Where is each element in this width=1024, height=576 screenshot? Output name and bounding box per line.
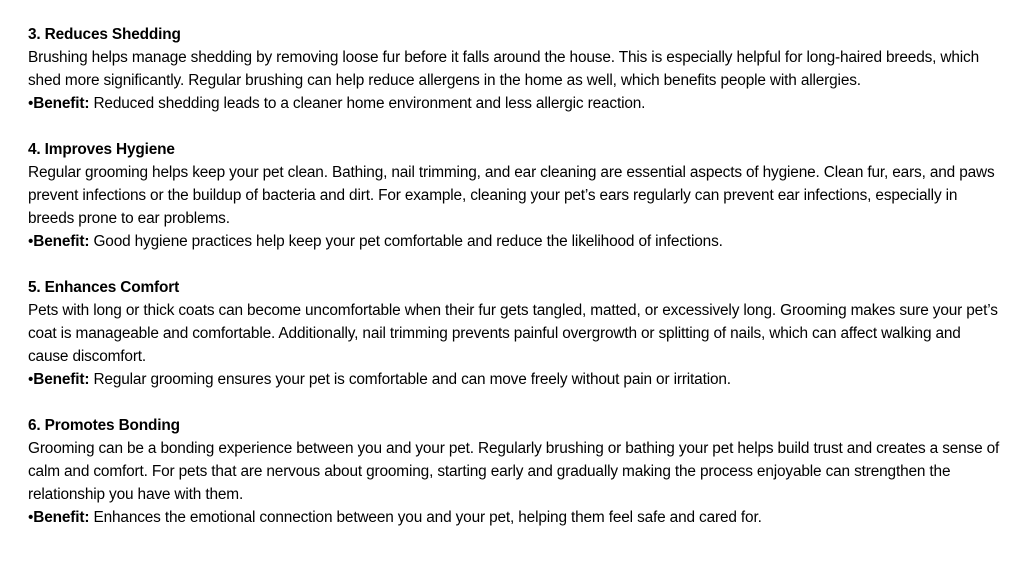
section-enhances-comfort — [28, 276, 1003, 391]
bullet: • — [28, 371, 34, 388]
section-reduces-shedding — [28, 23, 1003, 115]
slide-content — [28, 23, 1003, 552]
section-heading: 4. Improves Hygiene — [28, 141, 175, 158]
benefit-line — [28, 230, 1003, 253]
benefit-text: Reduced shedding leads to a cleaner home environment and less allergic reaction. — [89, 95, 646, 112]
benefit-label: Benefit: — [33, 509, 90, 526]
benefit-text: Good hygiene practices help keep your pet comfortable and reduce the likelihood of infections. — [89, 233, 723, 250]
benefit-line — [28, 506, 1003, 529]
bullet: • — [28, 509, 34, 526]
benefit-line — [28, 368, 1003, 391]
section-body: Pets with long or thick coats can become uncomfortable when their fur gets tangled, matted, or excessively long. Grooming makes sure your pet’s coat is manageable and comfortable. Additionally, nail trimming prevents painful overgrowth or splitting of nails, which can affect walking and cause discomfort. — [28, 302, 998, 365]
benefit-text: Enhances the emotional connection between you and your pet, helping them feel safe and cared for. — [89, 509, 762, 526]
benefit-label: Benefit: — [33, 371, 90, 388]
bullet: • — [28, 233, 34, 250]
section-body: Grooming can be a bonding experience between you and your pet. Regularly brushing or bathing your pet helps build trust and creates a sense of calm and comfort. For pets that are nervous about grooming, starting early and gradually making the process enjoyable can strengthen the relationship you have with them. — [28, 440, 1000, 503]
benefit-text: Regular grooming ensures your pet is comfortable and can move freely without pain or irritation. — [89, 371, 731, 388]
section-heading: 3. Reduces Shedding — [28, 26, 181, 43]
section-improves-hygiene — [28, 138, 1003, 253]
benefit-line — [28, 92, 1003, 115]
benefit-label: Benefit: — [33, 95, 90, 112]
section-body: Brushing helps manage shedding by removing loose fur before it falls around the house. This is especially helpful for long-haired breeds, which shed more significantly. Regular brushing can help reduce allergens in the home as well, which benefits people with allergies. — [28, 49, 980, 89]
section-promotes-bonding — [28, 414, 1003, 529]
benefit-label: Benefit: — [33, 233, 90, 250]
section-heading: 6. Promotes Bonding — [28, 417, 180, 434]
section-heading: 5. Enhances Comfort — [28, 279, 180, 296]
section-body: Regular grooming helps keep your pet clean. Bathing, nail trimming, and ear cleaning are essential aspects of hygiene. Clean fur, ears, and paws prevent infections or the buildup of bacteria and dirt. For example, cleaning your pet’s ears regularly can prevent ear infections, especially in breeds prone to ear problems. — [28, 164, 995, 227]
bullet: • — [28, 95, 34, 112]
